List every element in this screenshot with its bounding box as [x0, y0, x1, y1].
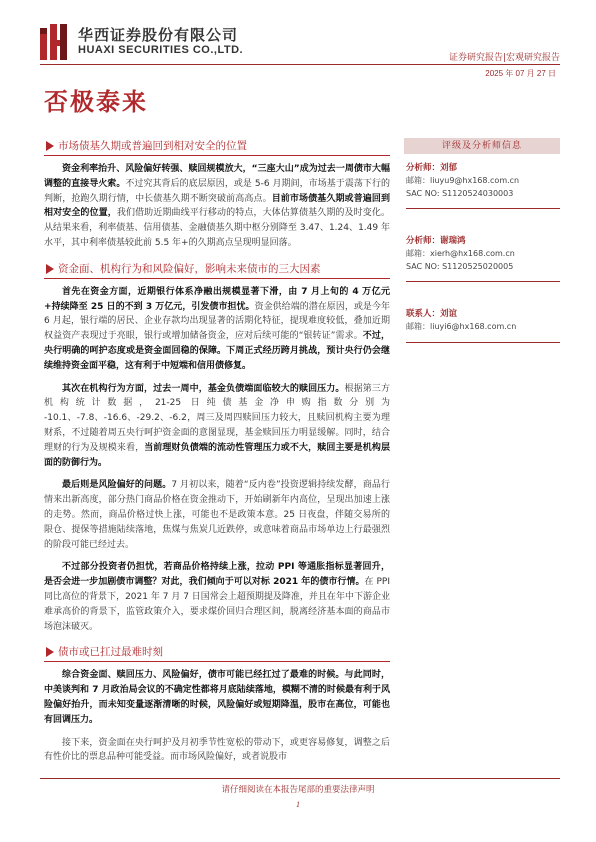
section-title: 债市或已扛过最难时刻 [58, 646, 163, 659]
analyst-sac: SAC NO: S1120524030003 [406, 188, 514, 198]
company-name-cn: 华西证券股份有限公司 [78, 26, 239, 44]
analyst-sac: SAC NO: S1120525020005 [406, 261, 514, 271]
report-header [40, 20, 560, 64]
huaxi-logo-icon [40, 22, 70, 62]
sidebar-heading: 评级及分析师信息 [404, 138, 560, 154]
analyst-divider [406, 281, 560, 282]
section-heading [44, 642, 390, 662]
analyst-sidebar [404, 138, 560, 343]
legal-disclaimer-note: 请仔细阅读在本报告尾部的重要法律声明 [221, 785, 375, 795]
paragraph: 资金利率抬升、风险偏好转强、赎回规模放大，“三座大山”成为过去一周债市大幅调整的直接导火索。不过究其背后的底层原因，或是 5-6 月期间，市场基于震荡下行的判断，抢跑久期行情，中长债基久期不断突破前高高点。目前市场债基久期或普遍回到相对安全的位置，我们借助近期曲线平行移动的特点，大体估算债基久期的及时变化。从结果来看，利率债基、信用债基、金融债基久期中枢分别降至 3.47、1.24、1.49 年水平，其中利率债基较此前 5.5 年+的久期高点呈现明显回落。 [44, 164, 390, 248]
paragraph: 接下来，资金面在央行呵护及月初季节性宽松的带动下，或更容易修复，调整之后有性价比的票息品种可能受益。而市场风险偏好，或者说股市 [44, 737, 390, 763]
section-title: 资金面、机构行为和风险偏好，影响未来债市的三大因素 [58, 262, 321, 275]
analyst-divider [406, 208, 560, 209]
triangle-bullet-icon [46, 647, 54, 657]
section-title: 市场债基久期或普遍回到相对安全的位置 [58, 140, 247, 152]
triangle-bullet-icon [46, 264, 54, 274]
company-name-en: HUAXI SECURITIES CO.,LTD. [78, 44, 244, 56]
paragraph: 其次在机构行为方面，过去一周中，基金负债端面临较大的赎回压力。根据第三方机构统计数据，21-25 日纯债基金净申购指数分别为 -10.1、-7.8、-16.6、-29.2、-6.2，周三及周四赎回压力较大，且赎回机构主要为理财系，不过随着周五央行呵护资金面的意图显现，基金赎回压力明显缓解。同时，结合理财的行为及规模来看，当前理财负债端的流动性管理压力或不大，赎回主要是机构层面的防御行为。 [44, 383, 390, 468]
analyst-name: 分析师：谢瑞鸿 [406, 236, 466, 246]
analyst-card [404, 235, 560, 282]
contact-divider [406, 342, 560, 343]
report-date: 2025 年 07 月 27 日 [485, 69, 556, 78]
analyst-card [404, 308, 560, 343]
report-type: 证券研究报告|宏观研究报告 [448, 53, 560, 63]
contact-email[interactable]: 邮箱：liuyi6@hx168.com.cn [406, 322, 517, 331]
report-title: 否极泰来 [44, 87, 148, 116]
analyst-card [404, 162, 560, 209]
page-number: 1 [296, 800, 300, 809]
paragraph: 最后则是风险偏好的问题。7 月初以来，随着“反内卷”投资逻辑持续发酵，商品行情来出新高度，部分热门商品价格在资金推动下，开始刷新年内高位，呈现出加速上涨的走势。然而，商品价格过快上涨，可能也不是政策本意。25 日夜盘，伴随交易所的限仓、提保等措施陆续落地，焦煤与焦炭几近跌停，或意味着商品市场单边上行最强烈的阶段可能已经过去。 [44, 480, 390, 550]
main-content [44, 136, 390, 773]
contact-name: 联系人：刘谊 [406, 309, 458, 319]
header-divider [40, 64, 560, 65]
paragraph: 不过部分投资者仍担忧，若商品价格持续上涨，拉动 PPI 等通胀指标显著回升，是否会进一步加剧债市调整？对此，我们倾向于可以对标 2021 年的债市行情。在 PPI 同比高位的背景下，2021 年 7 月 7 日国常会上超预期提及降准，并且在年中下游企业难承高价的背景下，监管政策介入，要求煤价回归合理区间，脱离经济基本面的商品市场泡沫破灭。 [44, 562, 390, 632]
analyst-email[interactable]: 邮箱：xierh@hx168.com.cn [406, 249, 515, 258]
paragraph: 综合资金面、赎回压力、风险偏好，债市可能已经扛过了最难的时候。与此同时，中美谈判和 7 月政治局会议的不确定性都将月底陆续落地，模糊不清的时候最有利于风险偏好抬升，而未知变量逐渐清晰的时候，风险偏好或短期降温，股市在高位，可能也有回调压力。 [44, 670, 390, 725]
triangle-bullet-icon [46, 141, 54, 151]
footer-divider [40, 778, 560, 779]
paragraph: 首先在资金方面，近期银行体系净融出规模显著下滑，由 7 月上旬的 4 万亿元+持续降至 25 日的不到 3 万亿元，引发债市担忧。资金供给端的潜在原因，或是今年 6 月起，银行端的居民、企业存款均出现显著的活期化特征，提现难度较低，叠加近期权益资产表现过于亮眼，银行或增加储备资金，应对后续可能的“银转证”需求。不过，央行明确的呵护态度或是资金面回稳的保障。下周正式经历跨月挑战，预计央行仍会继续维持资金面平稳，这有利于中短端和信用债修复。 [44, 286, 390, 371]
section-heading [44, 259, 390, 279]
analyst-name: 分析师：刘郁 [406, 163, 458, 173]
section-heading [44, 136, 390, 156]
analyst-email[interactable]: 邮箱：liuyu9@hx168.com.cn [406, 176, 520, 185]
